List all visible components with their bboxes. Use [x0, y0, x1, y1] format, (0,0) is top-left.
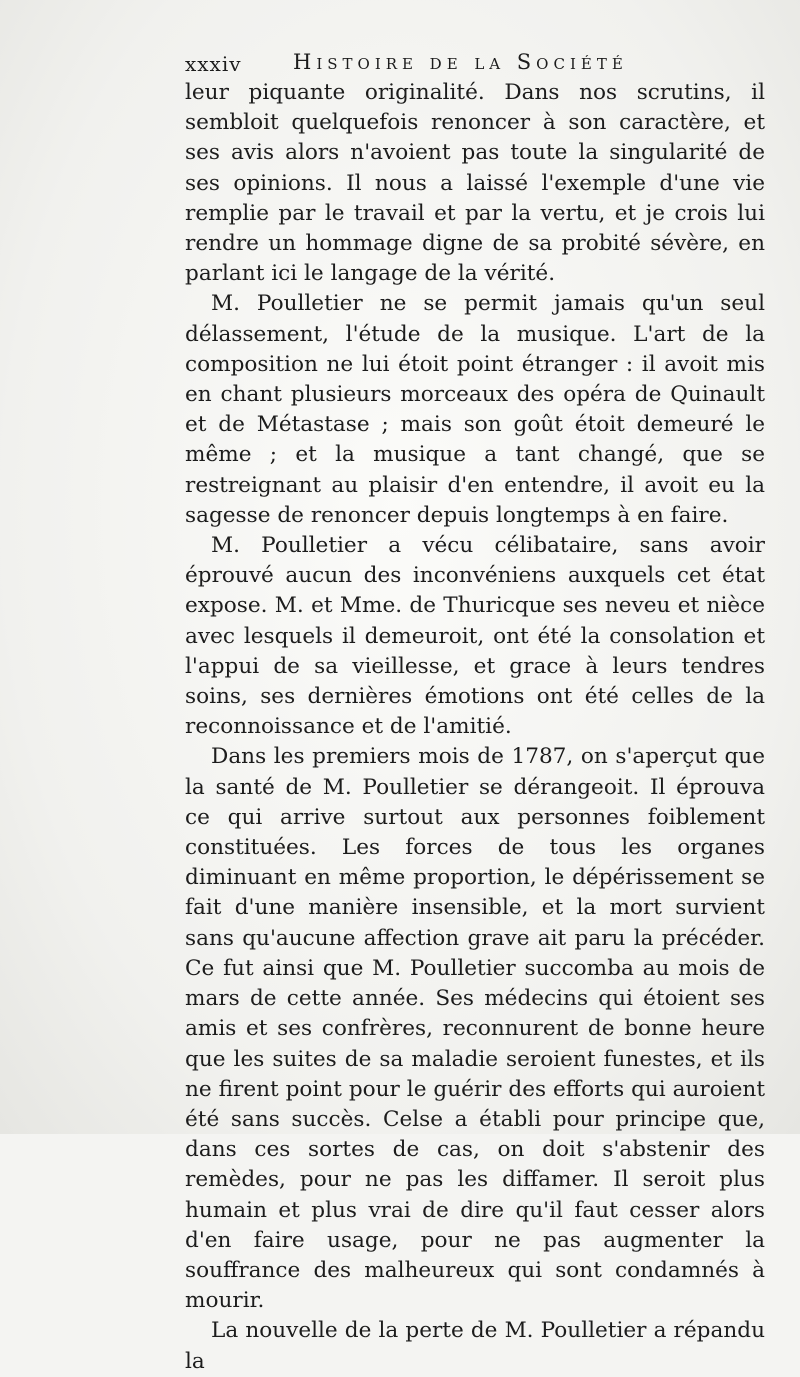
running-header: [185, 50, 775, 80]
page-number: xxxiv: [185, 52, 242, 76]
running-title: Histoire de la Société: [293, 50, 628, 74]
paragraph: Dans les premiers mois de 1787, on s'aperçut que la santé de M. Poulletier se dérangeoit. Il éprouva ce qui arrive surtout aux personnes foiblement constituées. Les forces de tous les organes diminuant en même proportion, le dépérissement se fait d'une manière insensible, et la mort survient sans qu'aucune affection grave ait paru la précéder. Ce fut ainsi que M. Poulletier succomba au mois de mars de cette année. Ses médecins qui étoient ses amis et ses confrères, reconnurent de bonne heure que les suites de sa maladie seroient funestes, et ils ne firent point pour le guérir des efforts qui auroient été sans succès. Celse a établi pour principe que, dans ces sortes de cas, on doit s'abstenir des remèdes, pour ne pas les diffamer. Il seroit plus humain et plus vrai de dire qu'il faut cesser alors d'en faire usage, pour ne pas augmenter la souffrance des malheureux qui sont condamnés à mourir.: [185, 744, 765, 1314]
paragraph: La nouvelle de la perte de M. Poulletier a répandu la: [185, 1318, 765, 1374]
paragraph: M. Poulletier a vécu célibataire, sans avoir éprouvé aucun des inconvéniens auxquels cet état expose. M. et Mme. de Thuricque ses neveu et nièce avec lesquels il demeuroit, ont été la consolation et l'appui de sa vieillesse, et grace à leurs tendres soins, ses dernières émotions ont été celles de la reconnoissance et de l'amitié.: [185, 533, 765, 740]
paragraph: M. Poulletier ne se permit jamais qu'un seul délassement, l'étude de la musique. L'art de la composition ne lui étoit point étranger : il avoit mis en chant plusieurs morceaux des opéra de Quinault et de Métastase ; mais son goût étoit demeuré le même ; et la musique a tant changé, que se restreignant au plaisir d'en entendre, il avoit eu la sagesse de renoncer depuis longtemps à en faire.: [185, 291, 765, 528]
body-text: [185, 78, 765, 1377]
paragraph: leur piquante originalité. Dans nos scrutins, il sembloit quelquefois renoncer à son caractère, et ses avis alors n'avoient pas toute la singularité de ses opinions. Il nous a laissé l'exemple d'une vie remplie par le travail et par la vertu, et je crois lui rendre un hommage digne de sa probité sévère, en parlant ici le langage de la vérité.: [185, 80, 765, 287]
